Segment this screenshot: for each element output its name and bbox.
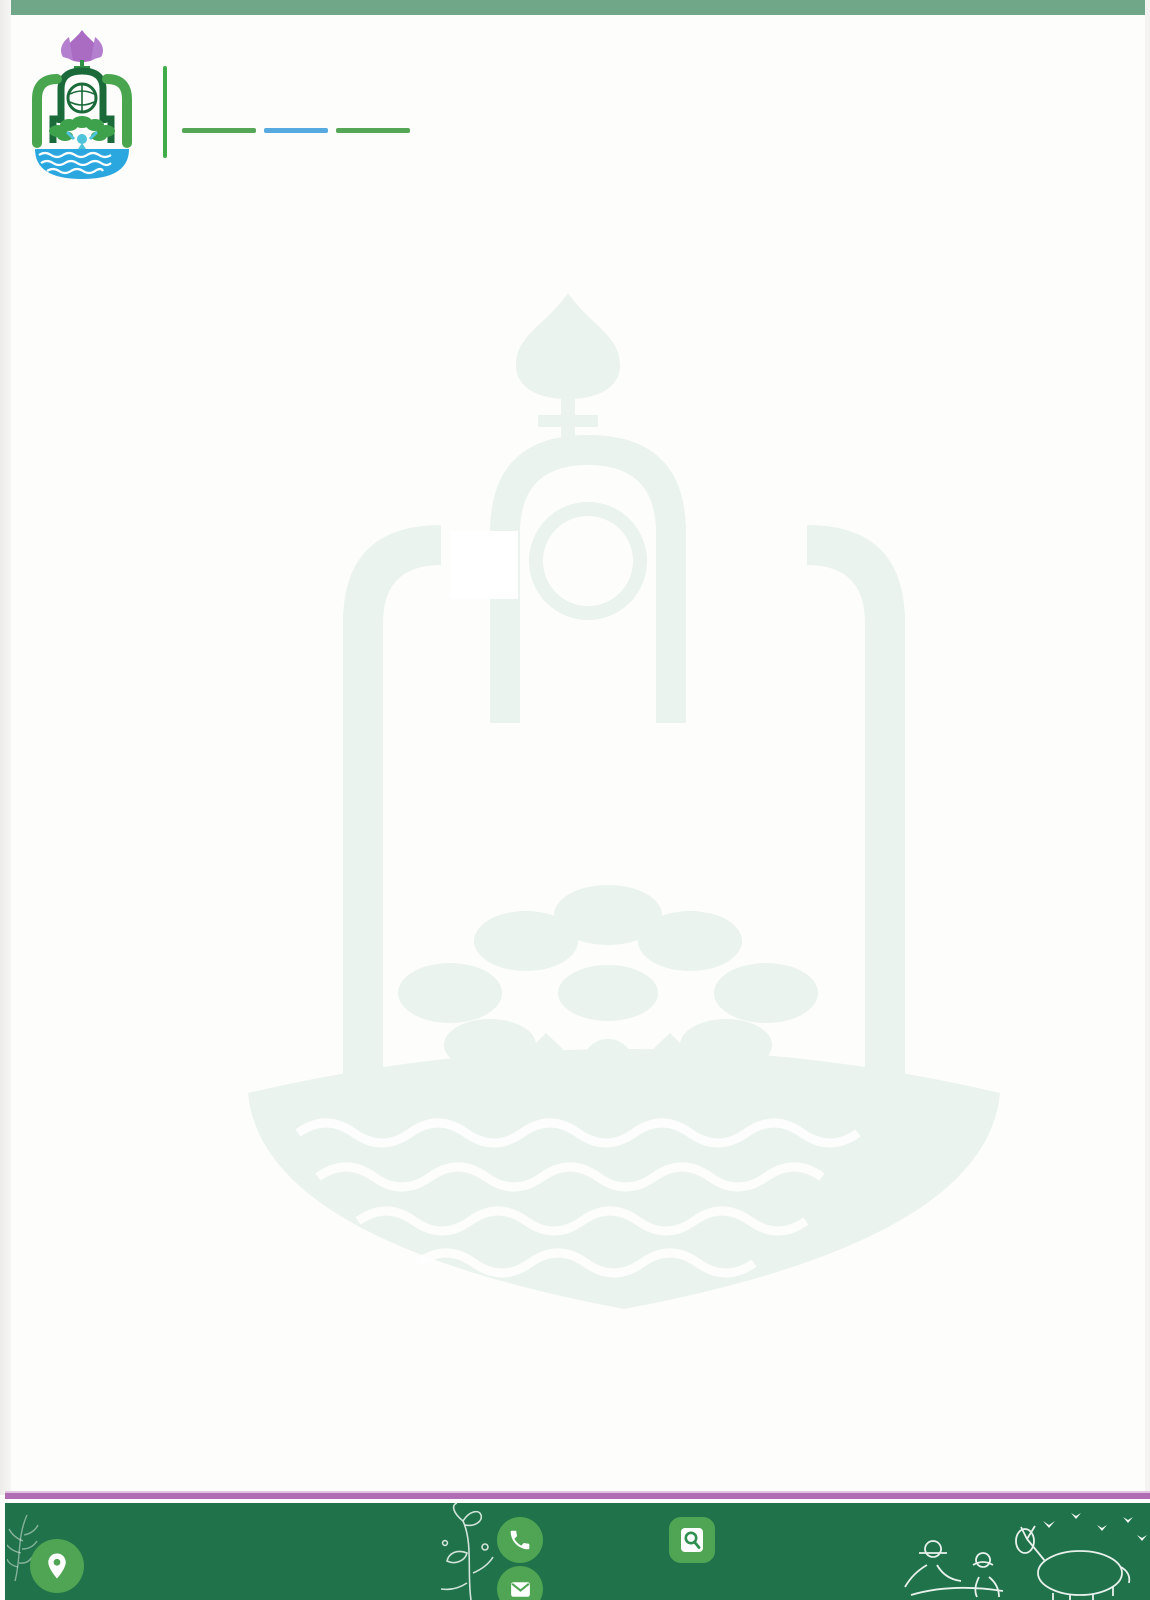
email-icon xyxy=(497,1566,543,1600)
top-green-bar xyxy=(0,0,1150,15)
watermark-crest-icon xyxy=(228,293,1020,1315)
header-divider xyxy=(163,66,167,158)
website-icon xyxy=(669,1517,715,1563)
farmer-donkey-art-icon xyxy=(875,1511,1150,1600)
footer-band xyxy=(5,1503,1150,1600)
underline-blue xyxy=(264,128,328,133)
qr-code-stamp xyxy=(450,531,518,599)
phone-icon xyxy=(497,1517,543,1563)
crest-logo xyxy=(13,27,151,179)
scan-right-edge xyxy=(1145,0,1150,1495)
scan-left-edge xyxy=(0,0,11,1495)
location-pin-icon xyxy=(30,1539,84,1593)
footer-purple-divider xyxy=(5,1491,1150,1499)
underline-green-right xyxy=(336,128,410,133)
underline-green-left xyxy=(182,128,256,133)
